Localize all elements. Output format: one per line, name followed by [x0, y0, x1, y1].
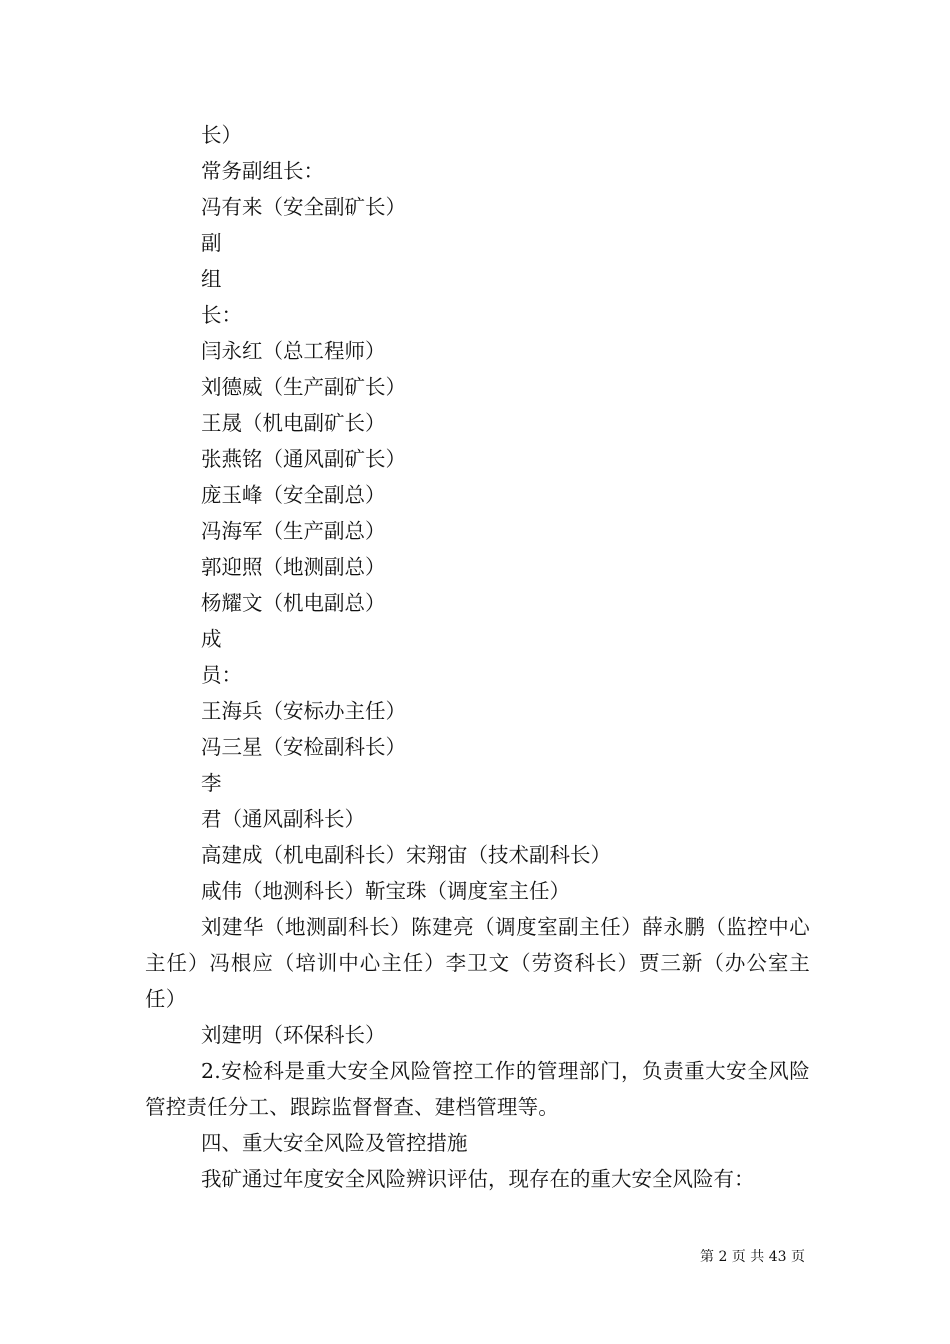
text-line: 组 [201, 267, 222, 291]
text-line: 常务副组长： [201, 159, 324, 183]
text-line: 高建成（机电副科长）宋翔宙（技术副科长） [201, 843, 611, 867]
text-line: 庞玉峰（安全副总） [201, 483, 386, 507]
members-paragraph: 刘建华（地测副科长）陈建亮（调度室副主任）薛永鹏（监控中心主任）冯根应（培训中心主任）李卫文（劳资科长）贾三新（办公室主任） [145, 915, 810, 1011]
text-line: 冯三星（安检副科长） [201, 735, 406, 759]
text-line: 咸伟（地测科长）靳宝珠（调度室主任） [201, 879, 570, 903]
text-line: 冯有来（安全副矿长） [201, 195, 406, 219]
text-line: 李 [201, 771, 222, 795]
text-line: 郭迎照（地测副总） [201, 555, 386, 579]
responsibility-paragraph: 2.安检科是重大安全风险管控工作的管理部门，负责重大安全风险管控责任分工、跟踪监督督查、建档管理等。 [145, 1059, 810, 1119]
text-line: 杨耀文（机电副总） [201, 591, 386, 615]
page-number-footer: 第 2 页 共 43 页 [700, 1249, 805, 1265]
text-line: 长： [201, 303, 242, 327]
text-line: 王海兵（安标办主任） [201, 699, 406, 723]
text-line: 刘德威（生产副矿长） [201, 375, 406, 399]
text-line: 王晟（机电副矿长） [201, 411, 386, 435]
text-line: 成 [201, 627, 222, 651]
text-line: 张燕铭（通风副矿长） [201, 447, 406, 471]
text-line: 君（通风副科长） [201, 807, 365, 831]
text-line: 长） [201, 123, 242, 147]
text-line: 冯海军（生产副总） [201, 519, 386, 543]
document-body [145, 117, 810, 1197]
section-heading: 四、重大安全风险及管控措施 [201, 1131, 468, 1155]
intro-line: 我矿通过年度安全风险辨识评估，现存在的重大安全风险有： [201, 1167, 755, 1191]
text-line: 闫永红（总工程师） [201, 339, 386, 363]
text-line: 员： [201, 663, 242, 687]
text-line: 刘建明（环保科长） [201, 1023, 386, 1047]
text-line: 副 [201, 231, 222, 255]
